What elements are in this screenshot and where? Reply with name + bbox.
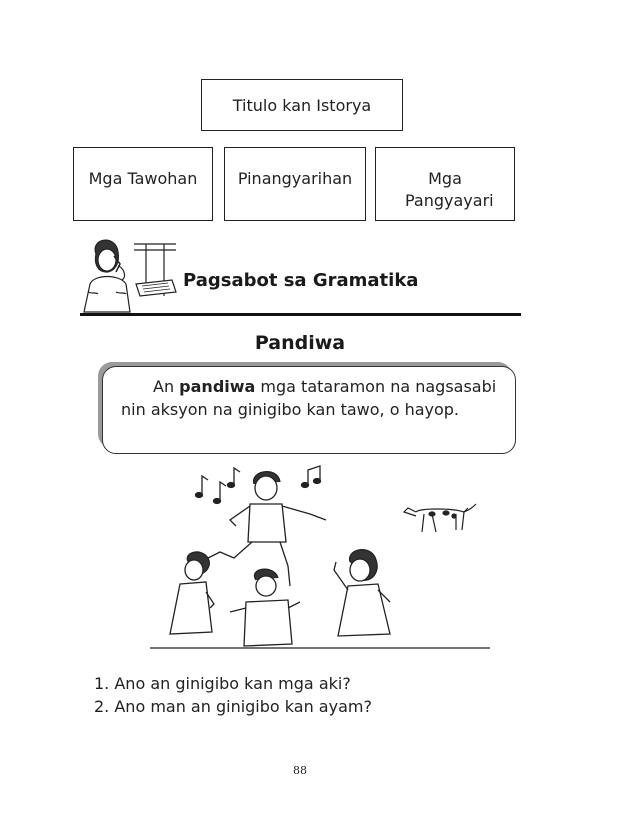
question-list xyxy=(94,672,372,718)
definition-box xyxy=(102,366,516,454)
section-heading: Pagsabot sa Gramatika xyxy=(183,270,419,291)
setting-label: Pinangyarihan xyxy=(237,169,353,188)
definition-lead: An xyxy=(153,377,180,396)
dancing-children-illustration xyxy=(150,462,490,652)
characters-box xyxy=(73,147,213,221)
story-title-label: Titulo kan Istorya xyxy=(232,95,372,115)
setting-box xyxy=(224,147,366,221)
section-divider xyxy=(80,313,521,316)
page-number: 88 xyxy=(293,764,307,777)
question-item: 2. Ano man an ginigibo kan ayam? xyxy=(94,697,372,716)
events-label: Mga Pangyayari xyxy=(405,169,494,210)
events-box xyxy=(375,147,515,221)
definition-text xyxy=(121,375,509,421)
dog-illustration xyxy=(402,500,478,536)
girl-on-phone-illustration xyxy=(76,236,180,318)
question-item: 1. Ano an ginigibo kan mga aki? xyxy=(94,674,351,693)
definition-term: pandiwa xyxy=(179,377,256,396)
story-title-box xyxy=(201,79,403,131)
definition-body: mga tataramon na nagsasabi nin aksyon na ginigibo kan tawo, o hayop. xyxy=(121,377,497,419)
characters-label: Mga Tawohan xyxy=(88,169,198,188)
topic-heading: Pandiwa xyxy=(254,332,346,354)
